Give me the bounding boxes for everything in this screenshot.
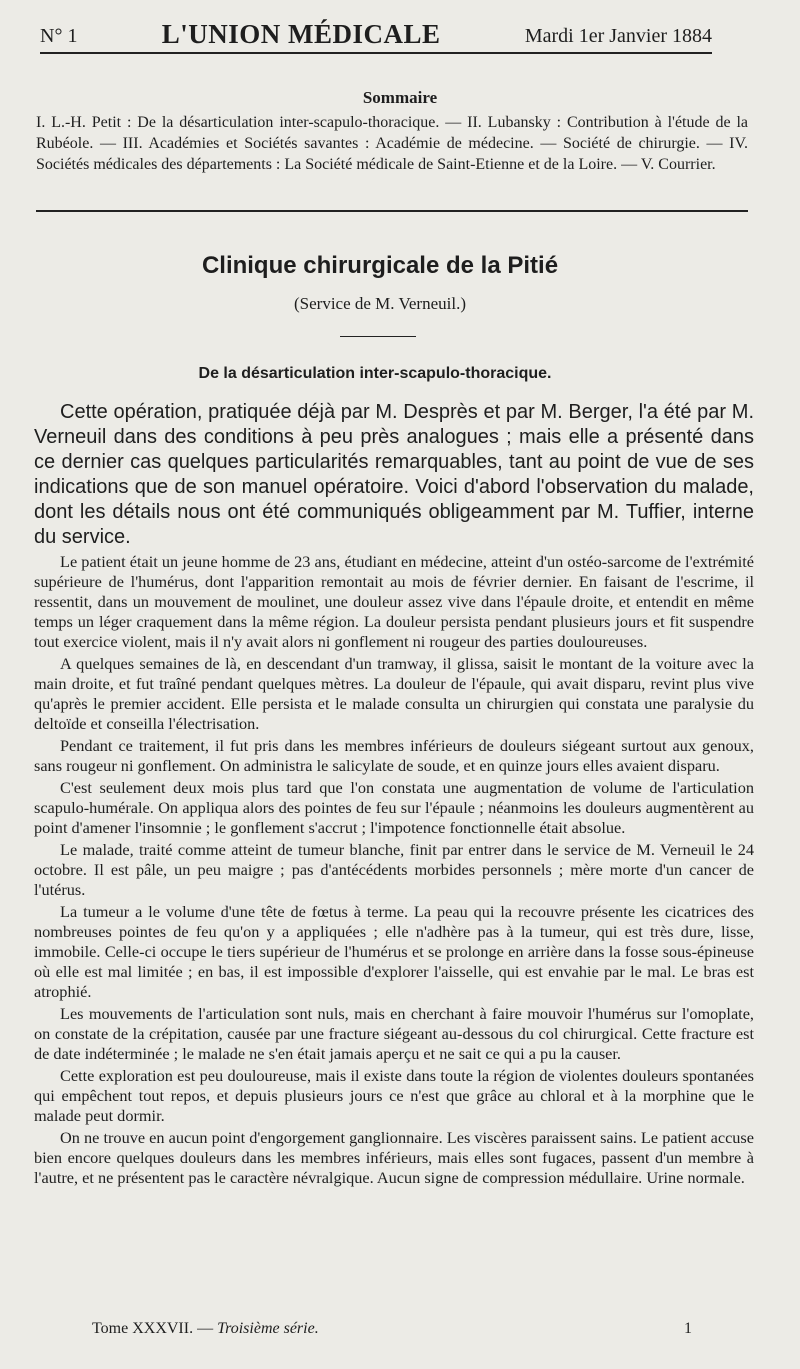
section-divider [340,336,416,337]
issue-date: Mardi 1er Janvier 1884 [524,25,712,47]
volume-label [92,1320,319,1338]
page-number: 1 [684,1320,692,1337]
paragraph: C'est seulement deux mois plus tard que l'on constata une augmentation de volume de l'articulation scapulo-humérale. On appliqua alors des pointes de feu sur l'épaule ; néanmoins les douleurs augmentèrent au point d'amener l'insomnie ; le gonflement s'accrut ; l'impotence fonctionnelle était absolue. [34,778,754,837]
issue-number: N° 1 [40,25,78,47]
series-text: Troisième série. [217,1320,319,1337]
paragraph: La tumeur a le volume d'une tête de fœtus à terme. La peau qui la recouvre présente les cicatrices des nombreuses pointes de feu qu'on y a appliquées ; elle n'adhère pas à la tumeur, qui est très dure, lisse, immobile. Celle-ci occupe le tiers supérieur de l'humérus et se prolonge en arrière dans la fosse sous-épineuse où elle est mal limitée ; en bas, il est impossible d'explorer l'aisselle, qui est envahie par le mal. Le bras est atrophié. [34,902,754,1001]
journal-title: L'UNION MÉDICALE [161,19,441,49]
article-intro: Cette opération, pratiquée déjà par M. Desprès et par M. Berger, l'a été par M. Verneuil dans des conditions à peu près analogues ; mais elle a présenté dans ce dernier cas quelques particularités remarquables, tant au point de vue de ses indications que de son manuel opératoire. Voici d'abord l'observation du malade, dont les détails nous ont été communiqués obligeamment par M. Tuffier, interne du service. [34,401,754,548]
article-body [34,552,754,1190]
sommaire-heading: Sommaire [362,88,438,107]
volume-text: Tome XXXVII. — [92,1320,214,1337]
masthead [40,18,712,54]
paragraph: Le patient était un jeune homme de 23 ans, étudiant en médecine, atteint d'un ostéo-sarcome de l'extrémité supérieure de l'humérus, dont l'apparition remontait au mois de février dernier. En faisant de l'escrime, il ressentit, dans un mouvement de moulinet, une douleur assez vive dans l'épaule droite, et entendit en même temps un léger craquement dans la même région. La douleur persista pendant plusieurs jours et fit suspendre tout exercice violent, mais il n'y avait alors ni gonflement ni rougeur des parties douloureuses. [34,552,754,651]
paragraph: Pendant ce traitement, il fut pris dans les membres inférieurs de douleurs siégeant surtout aux genoux, sans rougeur ni gonflement. On administra le salicylate de soude, et en quinze jours elles avaient disparu. [34,736,754,775]
paragraph: Les mouvements de l'articulation sont nuls, mais en cherchant à faire mouvoir l'humérus sur l'omoplate, on constate de la crépitation, causée par une fracture siégeant au-dessous du col chirurgical. Cette fracture est de date indéterminée ; le malade ne s'en était jamais aperçu et ne sait ce qui a pu la causer. [34,1004,754,1063]
paragraph: On ne trouve en aucun point d'engorgement ganglionnaire. Les viscères paraissent sains. Le patient accuse bien encore quelques douleurs dans les membres inférieurs, mais elles sont fugaces, passent d'un membre à l'autre, et ne présentent pas le caractère névralgique. Aucun signe de compression médullaire. Urine normale. [34,1128,754,1187]
sommaire-text: I. L.-H. Petit : De la désarticulation inter-scapulo-thoracique. — II. Lubansky : Contribution à l'étude de la Rubéole. — III. Académies et Sociétés savantes : Académie de médecine. — Société de chirurgie. — IV. Sociétés médicales des départements : La Société médicale de Saint-Etienne et de la Loire. — V. Courrier. [36,114,748,173]
paragraph: A quelques semaines de là, en descendant d'un tramway, il glissa, saisit le montant de la voiture avec la main droite, et fut traîné pendant quelques mètres. La douleur de l'épaule, qui avait disparu, revint plus vive qu'après le premier accident. Elle persista et le malade consulta un chirurgien qui constata une paralysie du deltoïde et conseilla l'électrisation. [34,654,754,733]
article-title: De la désarticulation inter-scapulo-thoracique. [198,365,552,382]
paragraph: Le malade, traité comme atteint de tumeur blanche, finit par entrer dans le service de M. Verneuil le 24 octobre. Il est pâle, un peu maigre ; pas d'antécédents morbides personnels ; mère morte d'un cancer de l'utérus. [34,840,754,899]
sommaire-divider [36,210,748,212]
page-footer [92,1320,692,1338]
section-title: Clinique chirurgicale de la Pitié [201,252,559,279]
service-line: (Service de M. Verneuil.) [294,294,466,313]
paragraph: Cette exploration est peu douloureuse, mais il existe dans toute la région de violentes douleurs spontanées qui empêchent tout repos, et depuis plusieurs jours ce n'est que grâce au chloral et à la morphine que le malade peut dormir. [34,1066,754,1125]
